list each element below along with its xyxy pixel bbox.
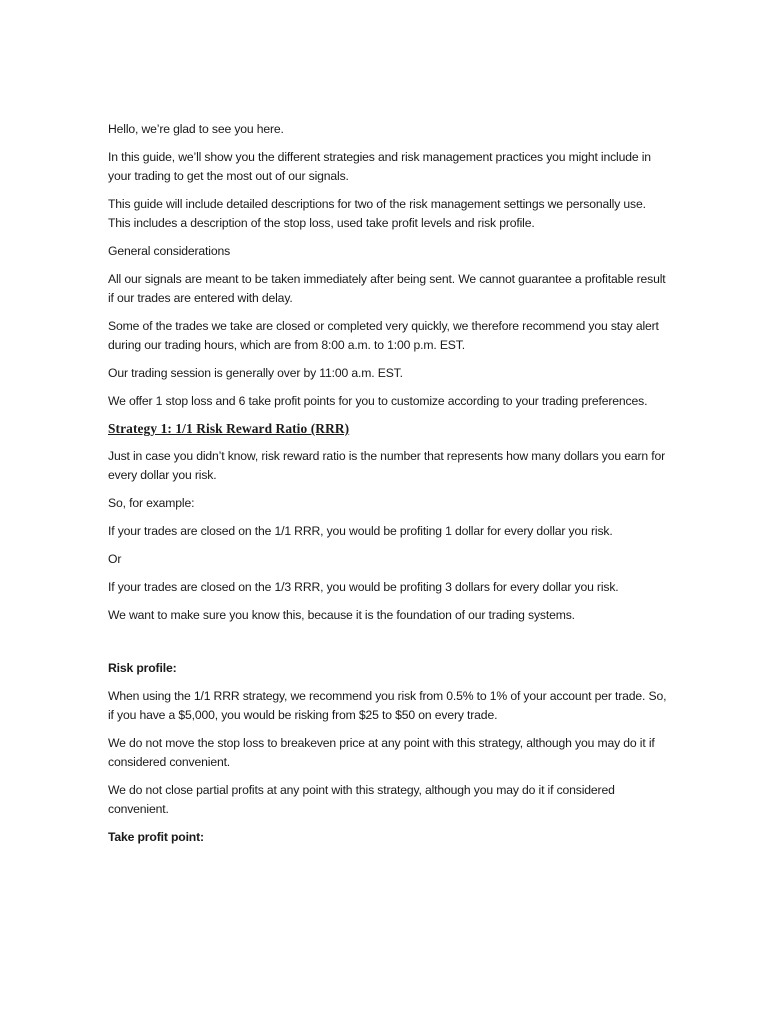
strategy-1-paragraph-6: We want to make sure you know this, because it is the foundation of our trading systems. bbox=[108, 608, 575, 622]
general-considerations-heading: General considerations bbox=[108, 244, 231, 258]
take-profit-heading: Take profit point: bbox=[108, 830, 204, 844]
risk-profile-paragraph-1: When using the 1/1 RRR strategy, we recommend you risk from 0.5% to 1% of your account per trade. So, if you have a $5,000, you would be risking from $25 to $50 on every trade. bbox=[108, 689, 667, 722]
guide-intro-text: In this guide, we’ll show you the different strategies and risk management practices you might include in your trading to get the most out of our signals. bbox=[108, 150, 651, 183]
general-paragraph-4: We offer 1 stop loss and 6 take profit points for you to customize according to your trading preferences. bbox=[108, 394, 648, 408]
general-paragraph-2: Some of the trades we take are closed or completed very quickly, we therefore recommend you stay alert during our trading hours, which are from 8:00 a.m. to 1:00 p.m. EST. bbox=[108, 319, 659, 352]
strategy-1-paragraph-2: So, for example: bbox=[108, 496, 195, 510]
strategy-1-paragraph-5: If your trades are closed on the 1/3 RRR, you would be profiting 3 dollars for every dollar you risk. bbox=[108, 580, 619, 594]
strategy-1-paragraph-4: Or bbox=[108, 552, 122, 566]
risk-profile-paragraph-3: We do not close partial profits at any point with this strategy, although you may do it if considered convenient. bbox=[108, 783, 615, 816]
general-paragraph-3: Our trading session is generally over by 11:00 a.m. EST. bbox=[108, 366, 403, 380]
strategy-1-heading: Strategy 1: 1/1 Risk Reward Ratio (RRR) bbox=[108, 421, 350, 436]
strategy-1-paragraph-3: If your trades are closed on the 1/1 RRR, you would be profiting 1 dollar for every dollar you risk. bbox=[108, 524, 613, 538]
risk-profile-paragraph-2: We do not move the stop loss to breakeven price at any point with this strategy, although you may do it if considered convenient. bbox=[108, 736, 655, 769]
document-body bbox=[108, 120, 668, 847]
general-paragraph-1: All our signals are meant to be taken immediately after being sent. We cannot guarantee a profitable result if our trades are entered with delay. bbox=[108, 272, 666, 305]
strategy-1-paragraph-1: Just in case you didn’t know, risk reward ratio is the number that represents how many dollars you earn for every dollar you risk. bbox=[108, 449, 666, 482]
risk-profile-heading: Risk profile: bbox=[108, 661, 177, 675]
greeting-text: Hello, we’re glad to see you here. bbox=[108, 122, 284, 136]
guide-scope-text: This guide will include detailed descriptions for two of the risk management settings we personally use. This includes a description of the stop loss, used take profit levels and risk profile. bbox=[108, 197, 646, 230]
